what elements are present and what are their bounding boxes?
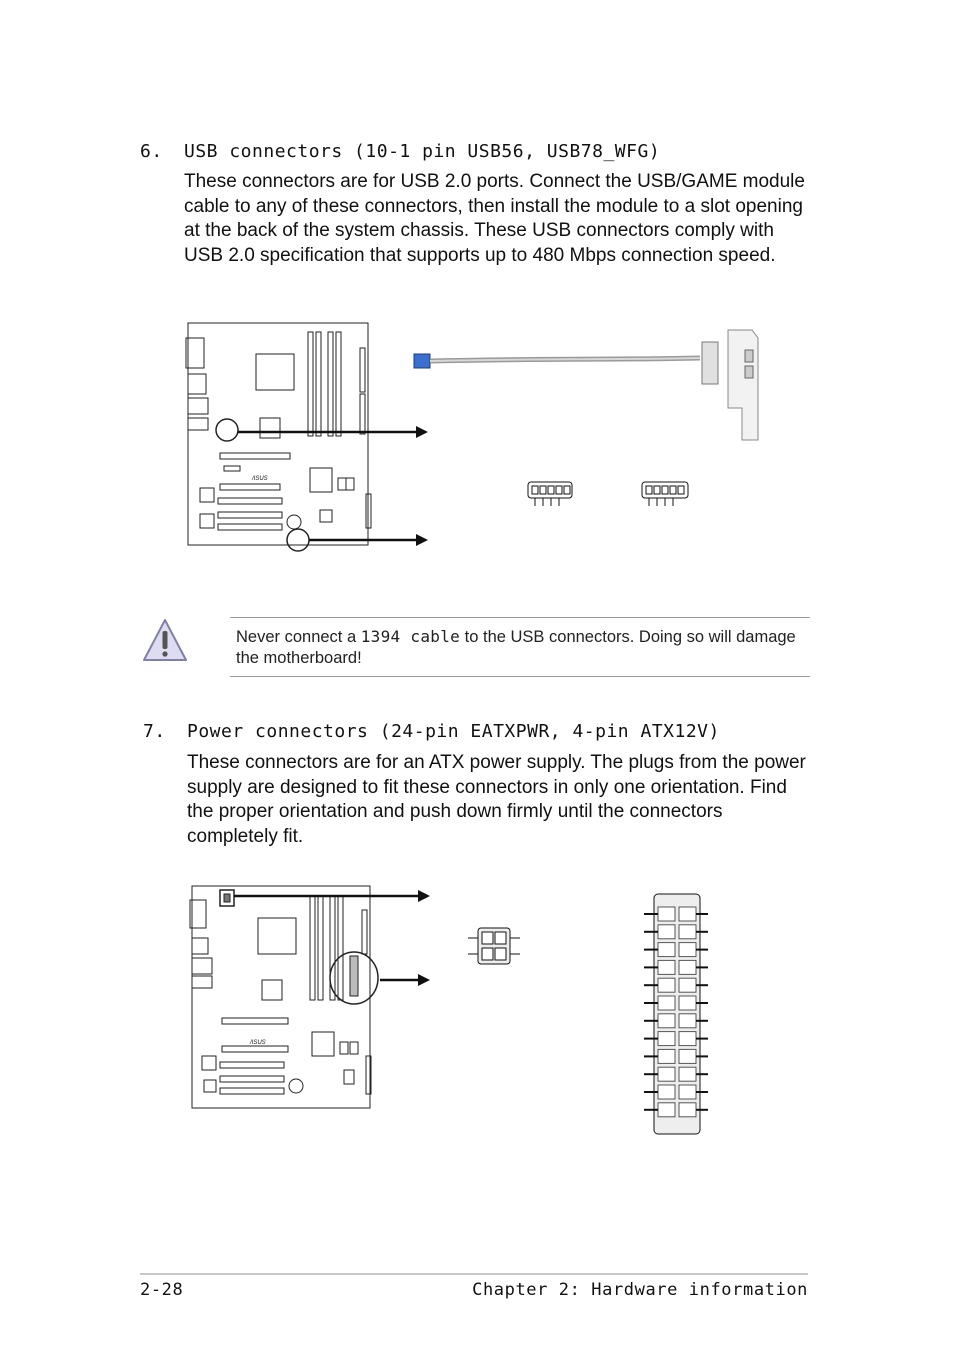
- pin: [658, 960, 675, 974]
- pin: [679, 1014, 696, 1028]
- usb-pin-header-2: [642, 482, 688, 506]
- section-7-number: 7.: [143, 721, 166, 742]
- pin: [679, 1049, 696, 1063]
- pin: [679, 996, 696, 1010]
- chapter-title: Chapter 2: Hardware information: [472, 1280, 808, 1300]
- caution-box: [230, 617, 810, 677]
- section-7-body: These connectors are for an ATX power supply. The plugs from the power supply are designed to fit these connectors in only one orientation. Find the proper orientation and push down firmly until the connectors completely fit.: [187, 752, 806, 847]
- pin: [679, 1032, 696, 1046]
- section-7-title: Power connectors (24-pin EATXPWR, 4-pin ATX12V): [187, 721, 720, 742]
- pin: [658, 1014, 675, 1028]
- section-6-heading: [140, 141, 660, 162]
- pin: [679, 978, 696, 992]
- footer-rule: [140, 1273, 808, 1275]
- usb-connectors-figure: [180, 318, 780, 608]
- caution-emphasis: 1394 cable: [360, 627, 461, 646]
- caution-text: Never connect a 1394 cable to the USB connectors. Doing so will damage the motherboard!: [236, 627, 796, 667]
- pin: [658, 943, 675, 957]
- board-logo: /ISUS: [252, 476, 268, 482]
- usb-pin-header-1: [528, 482, 572, 506]
- power-connectors-figure: [184, 880, 724, 1150]
- pin: [679, 1103, 696, 1117]
- pin: [658, 978, 675, 992]
- svg-text:/ISUS: /ISUS: [250, 1040, 266, 1046]
- usb-module-cable-illustration: [414, 330, 758, 440]
- pin: [679, 907, 696, 921]
- section-6-number: 6.: [140, 141, 163, 162]
- section-6-body: These connectors are for USB 2.0 ports. Connect the USB/GAME module cable to any of these connectors, then install the module to a slot opening at the back of the system chassis. These USB connectors comply with USB 2.0 specification that supports up to 480 Mbps connection speed.: [184, 171, 805, 266]
- pin: [679, 925, 696, 939]
- pin: [658, 996, 675, 1010]
- pin: [679, 1067, 696, 1081]
- section-7-heading: [143, 721, 720, 742]
- section-6-title: USB connectors (10-1 pin USB56, USB78_WFG): [184, 141, 661, 162]
- pin: [679, 960, 696, 974]
- warning-triangle-icon: [140, 616, 190, 664]
- pin: [658, 925, 675, 939]
- pin: [658, 1049, 675, 1063]
- page-number: 2-28: [140, 1280, 184, 1300]
- atx12v-connector: [468, 928, 520, 964]
- pin: [679, 1085, 696, 1099]
- pin: [658, 1067, 675, 1081]
- pin: [658, 1085, 675, 1099]
- pin: [679, 943, 696, 957]
- pin: [658, 1103, 675, 1117]
- pin: [658, 907, 675, 921]
- pin: [658, 1032, 675, 1046]
